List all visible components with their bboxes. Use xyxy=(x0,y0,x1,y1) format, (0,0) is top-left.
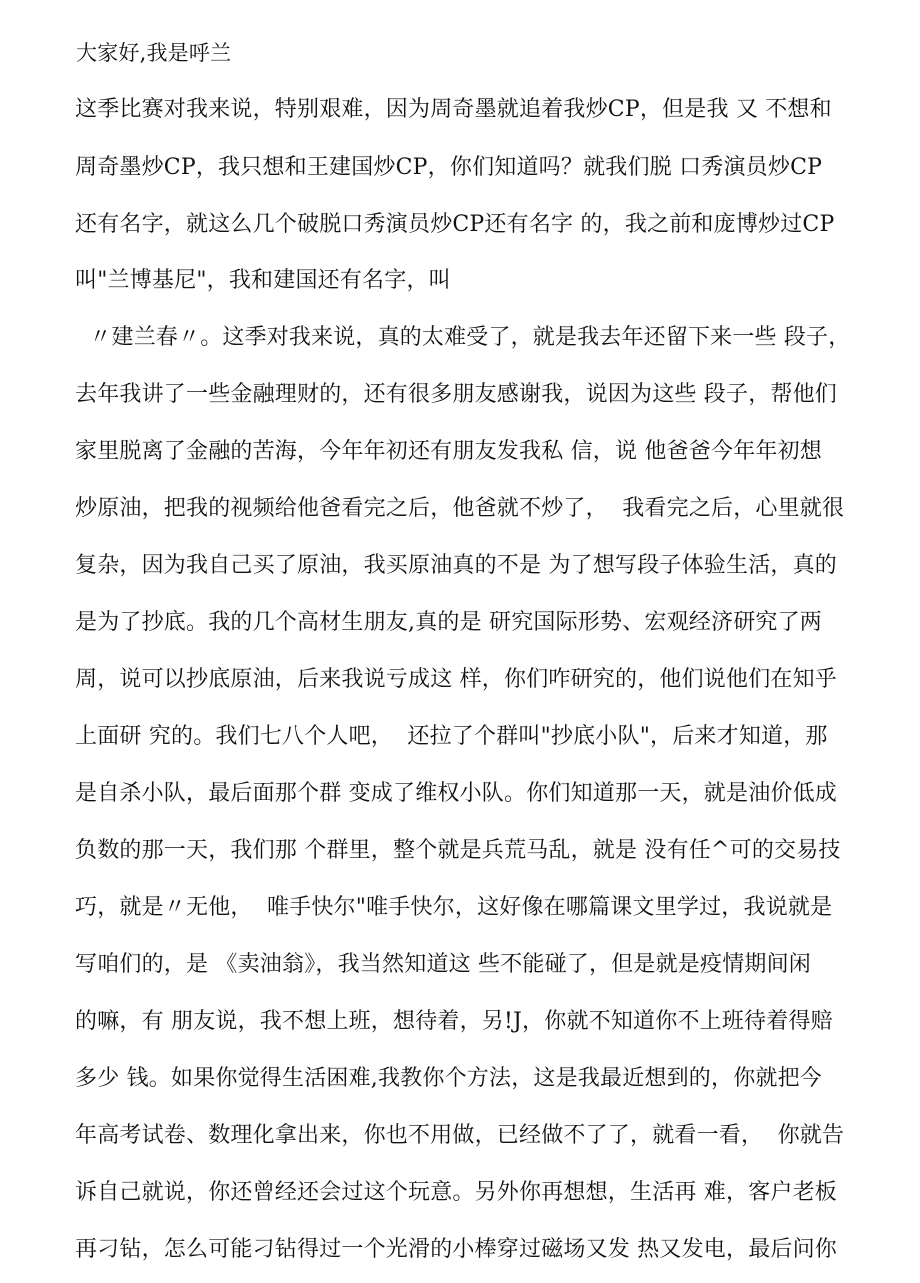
text-line: 再刁钻，怎么可能刁钻得过一个光滑的小棒穿过磁场又发 热又发电，最后问你 xyxy=(75,1237,837,1262)
text-line: 周，说可以抄底原油，后来我说亏成这 样，你们咋研究的，他们说他们在知乎 xyxy=(75,667,837,692)
text-line: 负数的那一天，我们那 个群里，整个就是兵荒马乱，就是 没有任^可的交易技 xyxy=(75,838,841,863)
text-line: 的嘛，有 朋友说，我不想上班，想待着，另!J，你就不知道你不上班待着得赔 xyxy=(75,1009,833,1034)
greeting-line: 大家好,我是呼兰 xyxy=(76,41,232,65)
text-line: 巧，就是〃无他， 唯手快尔"唯手快尔，这好像在哪篇课文里学过，我说就是 xyxy=(75,895,833,920)
text-line: 去年我讲了一些金融理财的，还有很多朋友感谢我，说因为这些 段子，帮他们 xyxy=(75,382,837,407)
text-line: 是自杀小队，最后面那个群 变成了维权小队。你们知道那一天，就是油价低成 xyxy=(75,781,837,806)
text-line: 诉自己就说，你还曾经还会过这个玩意。另外你再想想，生活再 难，客户老板 xyxy=(75,1180,837,1205)
text-line: 这季比赛对我来说，特别艰难，因为周奇墨就追着我炒CP，但是我 又 不想和 xyxy=(75,97,832,122)
text-line: 家里脱离了金融的苦海，今年年初还有朋友发我私 信，说 他爸爸今年年初想 xyxy=(75,439,822,464)
text-line: 周奇墨炒CP，我只想和王建国炒CP，你们知道吗？就我们脱 口秀演员炒CP xyxy=(75,155,823,180)
text-line: 多少 钱。如果你觉得生活困难,我教你个方法，这是我最近想到的，你就把今 xyxy=(75,1066,822,1091)
text-line: 上面研 究的。我们七八个人吧， 还拉了个群叫"抄底小队"，后来才知道，那 xyxy=(75,724,828,749)
text-line: 写咱们的，是 《卖油翁》，我当然知道这 些不能碰了，但是就是疫情期间闲 xyxy=(75,952,811,977)
text-line: 年高考试卷、数理化拿出来，你也不用做，已经做不了了，就看一看， 你就告 xyxy=(75,1123,845,1148)
text-line: 复杂，因为我自己买了原油，我买原油真的不是 为了想写段子体验生活，真的 xyxy=(75,553,837,578)
text-line: 还有名字，就这么几个破脱口秀演员炒CP还有名字 的，我之前和庞博炒过CP xyxy=(75,212,835,237)
text-line: 〃建兰春〃。这季对我来说，真的太难受了，就是我去年还留下来一些 段子， xyxy=(75,325,851,350)
text-line: 炒原油，把我的视频给他爸看完之后，他爸就不炒了， 我看完之后，心里就很 xyxy=(75,496,845,521)
text-line: 叫"兰博基尼"，我和建国还有名字，叫 xyxy=(75,268,451,293)
text-line: 是为了抄底。我的几个高材生朋友,真的是 研究国际形势、宏观经济研究了两 xyxy=(75,610,822,635)
